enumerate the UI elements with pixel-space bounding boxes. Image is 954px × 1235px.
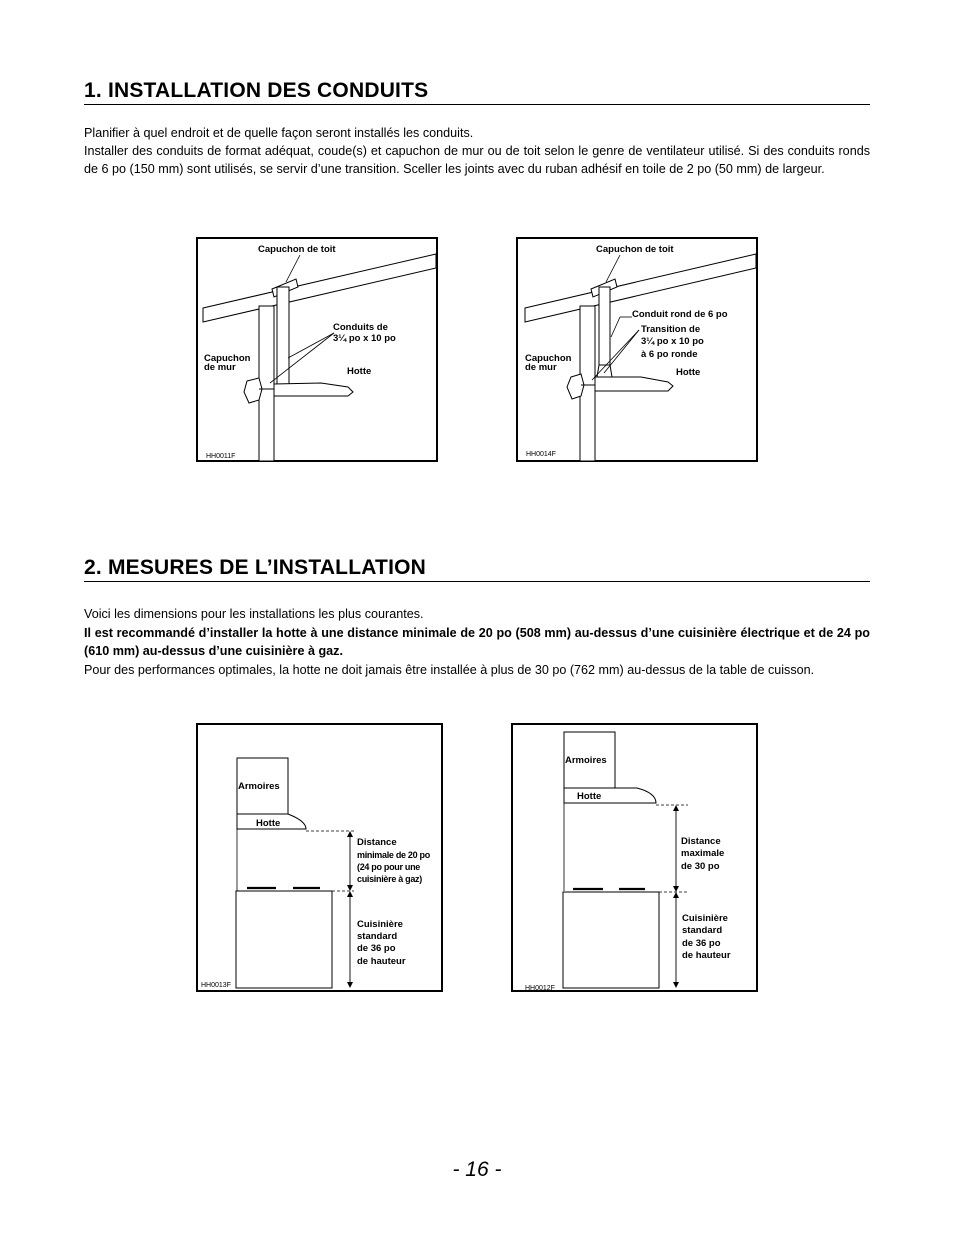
hood-label: Hotte — [676, 367, 701, 378]
hood-label: Hotte — [256, 818, 281, 829]
round-duct-label: Conduit rond de 6 po — [632, 309, 728, 320]
figure-code: HH0014F — [526, 451, 556, 458]
duct-label-line-2: 3¼ po x 10 po — [333, 333, 396, 344]
page-number: - 16 - — [452, 1158, 502, 1181]
distance-label-line-3: (24 po pour une — [357, 862, 421, 872]
figure-code: HH0013F — [201, 982, 231, 989]
section-2-paragraph-2: Il est recommandé d’installer la hotte à une distance minimale de 20 po (508 mm) au-dessus d’une cuisinière électrique et de 24 po (610 mm) au-dessus d’une cuisinière à gaz. — [84, 626, 870, 658]
section-1-paragraph-1: Planifier à quel endroit et de quelle façon seront installés les conduits. — [84, 126, 474, 140]
section-2-title: 2. MESURES DE L’INSTALLATION — [84, 556, 870, 582]
range-label-line-1: Cuisinière — [357, 919, 403, 930]
figure-round-duct-transition — [516, 237, 758, 462]
distance-label-line-1: Distance — [357, 837, 397, 848]
section-2-paragraph-3: Pour des performances optimales, la hotte ne doit jamais être installée à plus de 30 po (762 mm) au-dessus de la table de cuisson. — [84, 663, 815, 677]
distance-label-line-3: de 30 po — [681, 861, 720, 872]
figure-minimum-distance — [196, 723, 443, 992]
wall-cap-label-line-1: Capuchon — [525, 353, 572, 364]
wall-cap-label-line-2: de mur — [525, 362, 557, 373]
range-label-line-3: de 36 po — [682, 938, 721, 949]
transition-label-line-2: 3¼ po x 10 po — [641, 336, 704, 347]
range-label-line-1: Cuisinière — [682, 913, 728, 924]
transition-label-line-3: à 6 po ronde — [641, 349, 698, 360]
figure-rectangular-duct — [196, 237, 438, 462]
wall-cap-label-line-2: de mur — [204, 362, 236, 373]
duct-label-line-1: Conduits de — [333, 322, 388, 333]
distance-label-line-2: minimale de 20 po — [357, 850, 430, 860]
figure-code: HH0012F — [525, 985, 555, 992]
section-1-paragraph-2: Installer des conduits de format adéquat, coude(s) et capuchon de mur ou de toit selon le genre de ventilateur utilisé. Si des conduits ronds de 6 po (150 mm) sont utilisés, se servir d’une transition. Sceller les joints avec du ruban adhésif en toile de 2 po (50 mm) de largeur. — [84, 144, 870, 176]
range-label-line-2: standard — [357, 931, 398, 942]
wall-cap-label-line-1: Capuchon — [204, 353, 251, 364]
figure-code: HH0011F — [206, 453, 236, 460]
distance-label-line-2: maximale — [681, 848, 725, 859]
distance-label-line-4: cuisinière à gaz) — [357, 874, 422, 884]
range-label-line-2: standard — [682, 925, 723, 936]
hood-label: Hotte — [577, 791, 602, 802]
range-label-line-3: de 36 po — [357, 943, 396, 954]
section-2-paragraph-1: Voici les dimensions pour les installations les plus courantes. — [84, 607, 424, 621]
cabinets-label: Armoires — [238, 781, 280, 792]
figure-maximum-distance — [511, 723, 758, 992]
range-label-line-4: de hauteur — [682, 950, 731, 961]
hood-label: Hotte — [347, 366, 372, 377]
roof-cap-label: Capuchon de toit — [258, 244, 336, 255]
range-label-line-4: de hauteur — [357, 956, 406, 967]
cabinets-label: Armoires — [565, 755, 607, 766]
section-1-title: 1. INSTALLATION DES CONDUITS — [84, 79, 870, 105]
roof-cap-label: Capuchon de toit — [596, 244, 674, 255]
transition-label-line-1: Transition de — [641, 324, 701, 335]
distance-label-line-1: Distance — [681, 836, 721, 847]
